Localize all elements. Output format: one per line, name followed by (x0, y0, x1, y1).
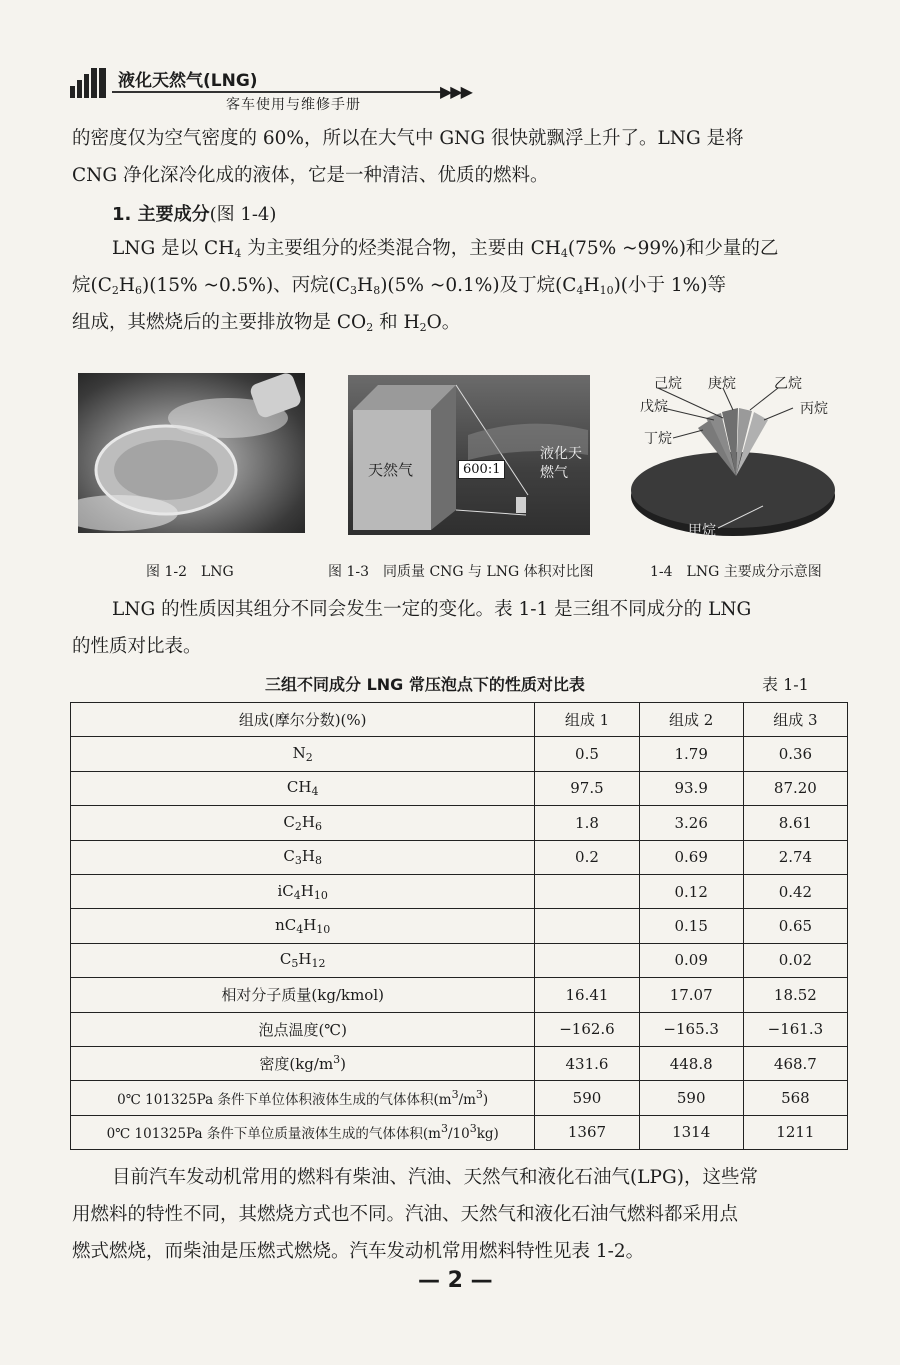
table-cell: $C_5H_{12}$ (71, 943, 535, 977)
table-cell: 0.2 (535, 840, 639, 874)
table-cell: 0.42 (743, 874, 847, 908)
table-cell (535, 943, 639, 977)
table-cell: −162.6 (535, 1012, 639, 1046)
table-cell: 3.26 (639, 806, 743, 840)
fig2-caption: 图 1-2 LNG (146, 564, 234, 580)
table-cell: 2.74 (743, 840, 847, 874)
figure-composition-pie (618, 368, 848, 543)
table-cell: 568 (743, 1081, 847, 1115)
table-row (71, 806, 848, 840)
table-cell: 0.5 (535, 737, 639, 771)
paragraph-4-line-1: LNG 的性质因其组分不同会发生一定的变化。表 1-1 是三组不同成分的 LNG (112, 599, 752, 620)
header-arrows: ▶▶▶ (440, 82, 471, 101)
fig4-label-pentane: 戊烷 (640, 399, 668, 415)
table-number: 表 1-1 (762, 675, 809, 694)
table-cell: 93.9 (639, 771, 743, 805)
table-cell: 468.7 (743, 1046, 847, 1080)
table-cell: 0.36 (743, 737, 847, 771)
table-cell: 0℃ 101325Pa 条件下单位质量液体生成的气体体积$(m^3/10^3kg)$ (71, 1115, 535, 1149)
table-cell (535, 874, 639, 908)
fig3-lng-label: 液化天 燃气 (540, 446, 582, 481)
table-row (71, 909, 848, 943)
paragraph-2-line-1: LNG 是以 $CH_4$ 为主要组分的烃类混合物，主要由 $CH_4(75\%$ ~99%)和少量的乙 (112, 238, 779, 260)
table-row (71, 771, 848, 805)
table-header-row (71, 703, 848, 737)
table-cell: 17.07 (639, 978, 743, 1012)
header-title: 液化天然气(LNG) (118, 71, 258, 91)
table-header-cell: 组成 2 (639, 703, 743, 737)
table-cell: 16.41 (535, 978, 639, 1012)
table-cell: −165.3 (639, 1012, 743, 1046)
table-row (71, 978, 848, 1012)
table-row (71, 943, 848, 977)
table-cell (535, 909, 639, 943)
fig3-caption: 图 1-3 同质量 CNG 与 LNG 体积对比图 (328, 564, 594, 580)
table-cell: $nC_4H_{10}$ (71, 909, 535, 943)
table-title: 三组不同成分 LNG 常压泡点下的性质对比表 (265, 675, 585, 694)
table-row (71, 1115, 848, 1149)
table-cell: 590 (535, 1081, 639, 1115)
table-cell: 1.79 (639, 737, 743, 771)
fig4-caption: 1-4 LNG 主要成分示意图 (650, 564, 822, 580)
fig3-ratio-label: 600:1 (458, 460, 505, 479)
header-rule (112, 91, 442, 93)
paragraph-5-line-1: 目前汽车发动机常用的燃料有柴油、汽油、天然气和液化石油气(LPG)，这些常 (112, 1167, 758, 1188)
table-cell: 0.69 (639, 840, 743, 874)
table-row (71, 1046, 848, 1080)
fig4-label-heptane: 庚烷 (708, 376, 736, 392)
fig4-label-ethane: 乙烷 (774, 376, 802, 392)
paragraph-2-line-3: 组成，其燃烧后的主要排放物是 $CO_2$ 和 $H_2O$。 (72, 312, 461, 334)
table-cell: 1314 (639, 1115, 743, 1149)
table-cell: 泡点温度(℃) (71, 1012, 535, 1046)
properties-table (70, 702, 848, 1150)
fig4-label-propane: 丙烷 (800, 401, 828, 417)
table-header-cell: 组成 3 (743, 703, 847, 737)
header-subtitle: 客车使用与维修手册 (226, 97, 361, 113)
paragraph-1-line-2: CNG 净化深冷化成的液体，它是一种清洁、优质的燃料。 (72, 165, 549, 186)
table-cell: 0.02 (743, 943, 847, 977)
table-header-cell: 组成(摩尔分数)(%) (71, 703, 535, 737)
section-heading: 1. 主要成分(图 1-4) (112, 204, 277, 225)
table-cell: $iC_4H_{10}$ (71, 874, 535, 908)
table-cell: 0.12 (639, 874, 743, 908)
table-cell: 0.65 (743, 909, 847, 943)
table-cell: 87.20 (743, 771, 847, 805)
table-cell: 0.15 (639, 909, 743, 943)
paragraph-4-line-2: 的性质对比表。 (72, 636, 202, 657)
table-cell: 590 (639, 1081, 743, 1115)
page-number: — 2 — (418, 1268, 493, 1293)
table-cell: 18.52 (743, 978, 847, 1012)
table-cell: $CH_4$ (71, 771, 535, 805)
table-row (71, 1081, 848, 1115)
figure-lng-photo (78, 373, 305, 533)
table-cell: −161.3 (743, 1012, 847, 1046)
paragraph-5-line-2: 用燃料的特性不同，其燃烧方式也不同。汽油、天然气和液化石油气燃料都采用点 (72, 1204, 739, 1225)
table-cell: $C_2H_6$ (71, 806, 535, 840)
table-header-cell: 组成 1 (535, 703, 639, 737)
table-cell: 8.61 (743, 806, 847, 840)
header-logo-bars (70, 68, 110, 98)
figure-volume-comparison (348, 375, 590, 535)
paragraph-1-line-1: 的密度仅为空气密度的 60%，所以在大气中 GNG 很快就飘浮上升了。LNG 是将 (72, 128, 744, 149)
table-row (71, 1012, 848, 1046)
table-cell: 0℃ 101325Pa 条件下单位体积液体生成的气体体积$(m^3/m^3)$ (71, 1081, 535, 1115)
table-cell: 431.6 (535, 1046, 639, 1080)
fig4-label-butane: 丁烷 (644, 431, 672, 447)
table-cell: 相对分子质量(kg/kmol) (71, 978, 535, 1012)
fig4-label-methane: 甲烷 (688, 523, 716, 539)
table-cell: $C_3H_8$ (71, 840, 535, 874)
fig4-label-hexane: 己烷 (654, 376, 682, 392)
table-cell: 448.8 (639, 1046, 743, 1080)
table-cell: 1367 (535, 1115, 639, 1149)
table-cell: 0.09 (639, 943, 743, 977)
paragraph-5-line-3: 燃式燃烧，而柴油是压燃式燃烧。汽车发动机常用燃料特性见表 1-2。 (72, 1241, 645, 1262)
table-cell: 97.5 (535, 771, 639, 805)
fig3-natural-gas-label: 天然气 (368, 461, 414, 479)
table-cell: 1211 (743, 1115, 847, 1149)
table-cell: 密度$(kg/m^3)$ (71, 1046, 535, 1080)
paragraph-2-line-2: 烷$(C_2H_6)(15\%$ ~0.5%)、丙烷$(C_3H_8)(5\%$ ~0.1%)及丁烷$(C_4H_{10})$(小于 1%)等 (72, 275, 726, 297)
table-cell: $N_2$ (71, 737, 535, 771)
table-cell: 1.8 (535, 806, 639, 840)
table-row (71, 874, 848, 908)
table-row (71, 737, 848, 771)
table-row (71, 840, 848, 874)
